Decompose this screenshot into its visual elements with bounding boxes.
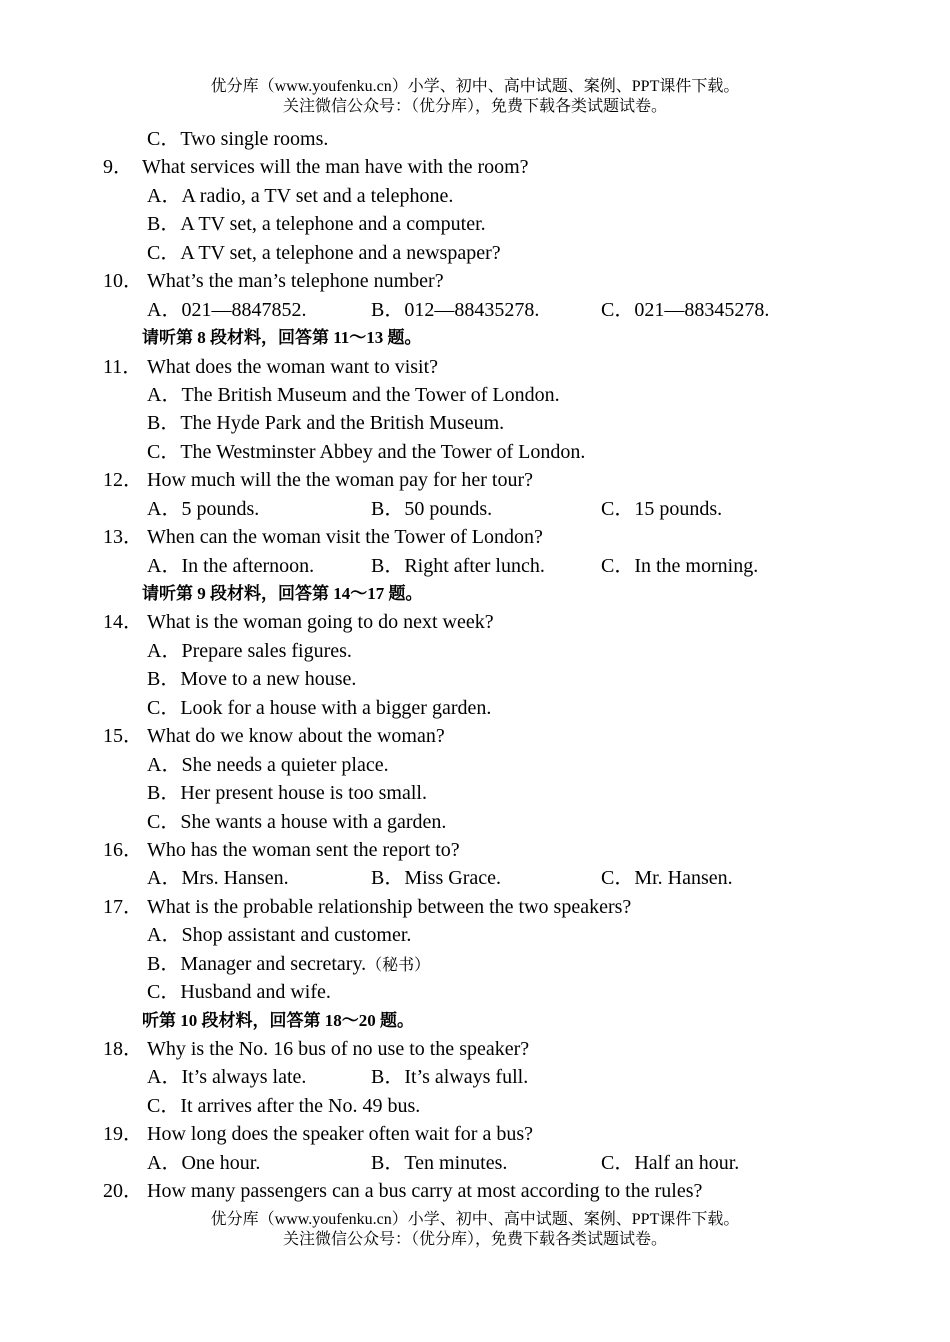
- section-heading-9: [0, 580, 950, 608]
- question-9: [0, 153, 950, 181]
- question-17: [0, 893, 950, 921]
- footer-line-1: 优分库（www.youfenku.cn）小学、初中、高中试题、案例、PPT课件下载。: [210, 1211, 740, 1228]
- question-text: How long does the speaker often wait for a bus?: [147, 1123, 533, 1146]
- q12-option-a: A．5 pounds.: [147, 497, 260, 520]
- q15-option-c: C．She wants a house with a garden.: [147, 810, 447, 833]
- q19-option-a: A．One hour.: [147, 1151, 261, 1174]
- q13-option-b: B．Right after lunch.: [371, 554, 545, 577]
- question-text: What do we know about the woman?: [147, 725, 445, 748]
- question-text: Why is the No. 16 bus of no use to the speaker?: [147, 1038, 530, 1060]
- q17-option-b-note: （秘书）: [366, 956, 431, 974]
- q14-option-a-row: [0, 637, 950, 665]
- q13-option-a: A．In the afternoon.: [147, 554, 315, 577]
- question-12: [0, 466, 950, 494]
- question-number: 18．: [103, 1038, 143, 1060]
- q17-option-b: [147, 950, 430, 980]
- page-footer: [0, 1210, 950, 1250]
- q16-options-row: [0, 864, 950, 892]
- page-header: [0, 77, 950, 117]
- section-heading-10: [0, 1007, 950, 1035]
- footer-line-2: 关注微信公众号：（优分库），免费下载各类试题试卷。: [282, 1231, 667, 1248]
- q14-option-b: B．Move to a new house.: [147, 668, 357, 691]
- q11-option-b-row: [0, 409, 950, 437]
- question-11: [0, 353, 950, 381]
- question-15: [0, 722, 950, 750]
- question-number: 20．: [103, 1180, 143, 1203]
- header-line-2: 关注微信公众号：（优分库），免费下载各类试题试卷。: [282, 98, 667, 115]
- question-14: [0, 608, 950, 636]
- q15-option-a-row: [0, 751, 950, 779]
- q11-option-a: A．The British Museum and the Tower of London.: [147, 383, 560, 406]
- q18-option-c-row: [0, 1092, 950, 1120]
- q8-option-row: [0, 125, 950, 153]
- q9-option-b: B．A TV set, a telephone and a computer.: [147, 213, 486, 236]
- q14-option-a: A．Prepare sales figures.: [147, 639, 352, 662]
- q14-option-c-row: [0, 694, 950, 722]
- question-10: [0, 267, 950, 295]
- q17-option-c-row: [0, 978, 950, 1006]
- q17-option-b-text: B．Manager and secretary.: [147, 952, 367, 975]
- question-number: 19．: [103, 1123, 143, 1146]
- question-number: 16．: [103, 838, 143, 861]
- q11-option-b: B．The Hyde Park and the British Museum.: [147, 412, 505, 435]
- q15-option-c-row: [0, 808, 950, 836]
- q18-options-row: [0, 1063, 950, 1091]
- question-number: 14．: [103, 611, 143, 634]
- question-text: How many passengers can a bus carry at most according to the rules?: [147, 1180, 703, 1203]
- question-list: [0, 125, 950, 1206]
- q19-options-row: [0, 1149, 950, 1177]
- question-16: [0, 836, 950, 864]
- q18-option-c: C．It arrives after the No. 49 bus.: [147, 1094, 421, 1117]
- q15-option-b-row: [0, 779, 950, 807]
- q13-options-row: [0, 552, 950, 580]
- question-20: [0, 1177, 950, 1205]
- section-instruction: 请听第 9 段材料，回答第 14～17 题。: [142, 584, 423, 603]
- q9-option-c: C．A TV set, a telephone and a newspaper?: [147, 241, 501, 264]
- q14-option-b-row: [0, 665, 950, 693]
- q9-option-c-row: [0, 239, 950, 267]
- q10-option-c: C．021—88345278.: [601, 298, 770, 321]
- question-text: What services will the man have with the room?: [142, 156, 529, 179]
- q17-option-a: A．Shop assistant and customer.: [147, 924, 412, 947]
- q9-option-a: A．A radio, a TV set and a telephone.: [147, 184, 454, 207]
- question-text: Who has the woman sent the report to?: [147, 838, 460, 861]
- q9-option-a-row: [0, 182, 950, 210]
- q17-option-c: C．Husband and wife.: [147, 981, 331, 1004]
- q11-option-c: C．The Westminster Abbey and the Tower of London.: [147, 440, 586, 463]
- q15-option-a: A．She needs a quieter place.: [147, 753, 389, 776]
- q14-option-c: C．Look for a house with a bigger garden.: [147, 696, 492, 719]
- q12-options-row: [0, 495, 950, 523]
- question-text: What is the probable relationship between the two speakers?: [147, 895, 632, 918]
- q19-option-c: C．Half an hour.: [601, 1151, 740, 1174]
- q10-option-b: B．012—88435278.: [371, 298, 540, 321]
- question-number: 12．: [103, 469, 143, 492]
- question-number: 13．: [103, 526, 143, 549]
- question-19: [0, 1120, 950, 1148]
- q12-option-c: C．15 pounds.: [601, 497, 723, 520]
- q19-option-b: B．Ten minutes.: [371, 1151, 508, 1174]
- q11-option-a-row: [0, 381, 950, 409]
- q13-option-c: C．In the morning.: [601, 554, 759, 577]
- question-13: [0, 523, 950, 551]
- question-number: 9．: [103, 156, 133, 179]
- q15-option-b: B．Her present house is too small.: [147, 782, 427, 805]
- q18-option-b: B．It’s always full.: [371, 1066, 529, 1089]
- question-number: 17．: [103, 895, 143, 918]
- question-number: 15．: [103, 725, 143, 748]
- q12-option-b: B．50 pounds.: [371, 497, 493, 520]
- question-text: What is the woman going to do next week?: [147, 611, 494, 634]
- question-18: [0, 1035, 950, 1063]
- question-text: When can the woman visit the Tower of London?: [147, 526, 543, 549]
- section-instruction: 请听第 8 段材料，回答第 11～13 题。: [142, 328, 422, 348]
- section-heading-8: [0, 324, 950, 352]
- q16-option-c: C．Mr. Hansen.: [601, 867, 733, 890]
- section-instruction: 听第 10 段材料，回答第 18～20 题。: [142, 1010, 414, 1030]
- question-number: 11．: [103, 355, 143, 378]
- q16-option-a: A．Mrs. Hansen.: [147, 867, 289, 890]
- q16-option-b: B．Miss Grace.: [371, 867, 501, 890]
- question-text: What does the woman want to visit?: [147, 355, 439, 378]
- q18-option-a: A．It’s always late.: [147, 1066, 307, 1089]
- question-text: What’s the man’s telephone number?: [147, 270, 444, 293]
- question-text: How much will the the woman pay for her tour?: [147, 469, 534, 492]
- q17-option-a-row: [0, 921, 950, 949]
- q8-option-c: C．Two single rooms.: [147, 128, 329, 150]
- q9-option-b-row: [0, 210, 950, 238]
- q10-option-a: A．021—8847852.: [147, 298, 307, 321]
- q10-options-row: [0, 296, 950, 324]
- question-number: 10．: [103, 270, 143, 293]
- header-line-1: 优分库（www.youfenku.cn）小学、初中、高中试题、案例、PPT课件下载。: [210, 78, 740, 95]
- q11-option-c-row: [0, 438, 950, 466]
- q17-option-b-row: [0, 950, 950, 978]
